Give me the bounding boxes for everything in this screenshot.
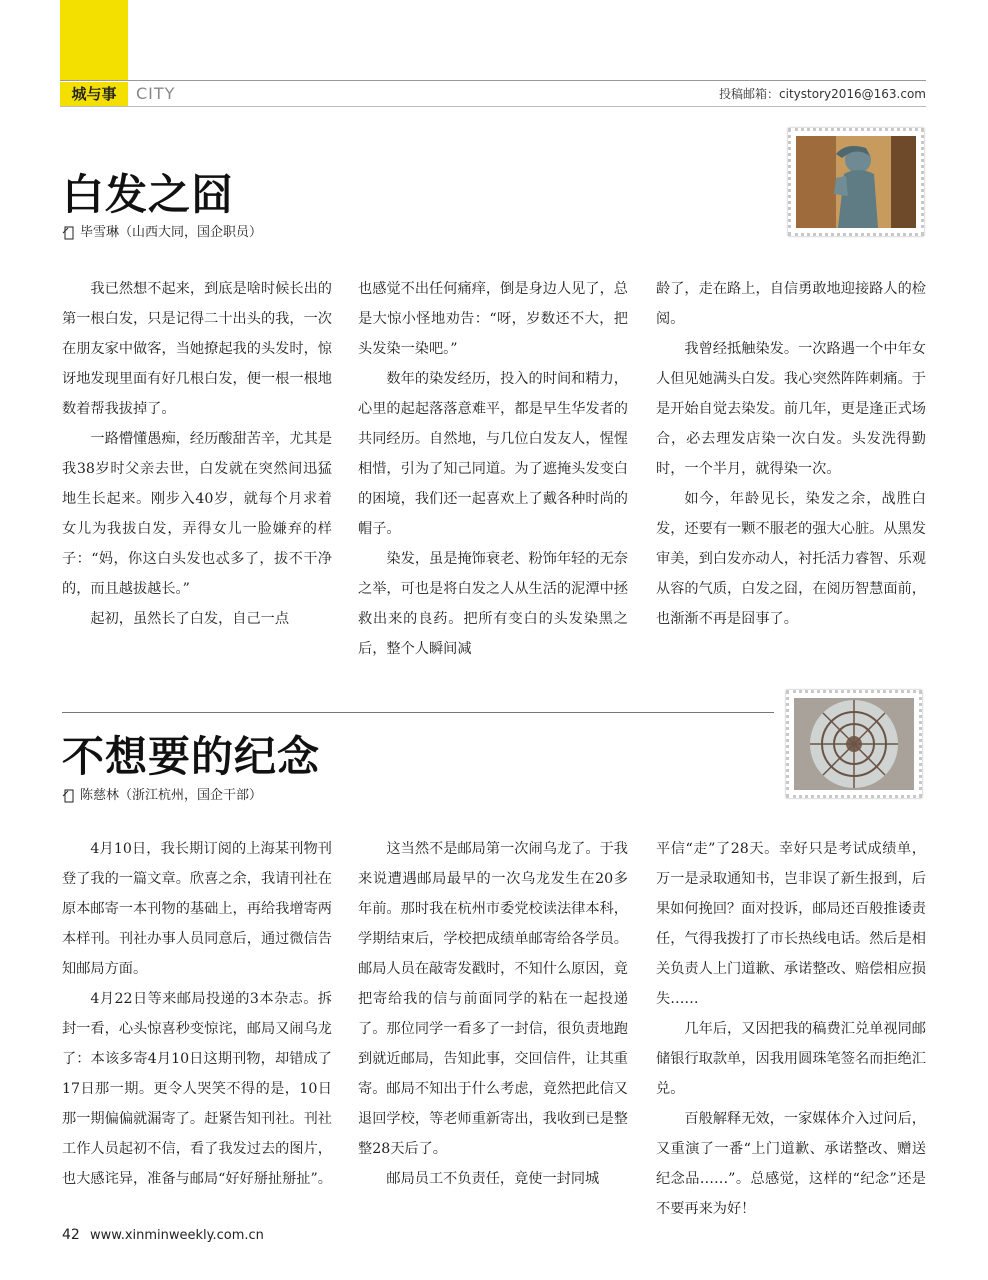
article-1-title: 白发之囧	[62, 170, 235, 219]
dome-stamp-photo	[786, 690, 922, 798]
paragraph: 龄了，走在路上，自信勇敢地迎接路人的检阅。	[656, 281, 926, 327]
paragraph: 我已然想不起来，到底是啥时候长出的第一根白发，只是记得二十出头的我，一次在朋友家中做客，当她撩起我的头发时，惊讶地发现里面有好几根白发，便一根一根地数着帮我拔掉了。	[62, 281, 332, 417]
paragraph: 如今，年龄见长，染发之余，战胜白发，还要有一颗不服老的强大心脏。从黑发审美，到白发亦动人，衬托活力睿智、乐观从容的气质，白发之囧，在阅历智慧面前，也渐渐不再是囧事了。	[656, 491, 926, 627]
pen-icon	[62, 789, 76, 803]
paragraph: 我曾经抵触染发。一次路遇一个中年女人但见她满头白发。我心突然阵阵刺痛。于是开始自觉去染发。前几年，更是逢正式场合，必去理发店染一次白发。头发洗得勤时，一个半月，就得染一次。	[656, 341, 926, 477]
page-number: 42	[62, 1227, 80, 1243]
statue-stamp-photo	[788, 128, 924, 236]
article-2-title: 不想要的纪念	[62, 732, 321, 781]
statue-icon	[796, 136, 916, 228]
article-1-column-1	[62, 274, 332, 634]
article-1-column-2	[358, 274, 628, 664]
article-2-column-1	[62, 834, 332, 1194]
paragraph: 几年后，又因把我的稿费汇兑单视同邮储银行取款单，因我用圆珠笔签名而拒绝汇兑。	[656, 1021, 926, 1097]
paragraph: 百般解释无效，一家媒体介入过问后，又重演了一番“上门道歉、承诺整改、赠送纪念品……”。总感觉，这样的“纪念”还是不要再来为好！	[656, 1111, 926, 1217]
article-1-column-3	[656, 274, 926, 634]
pen-icon	[62, 226, 76, 240]
article-2-column-2	[358, 834, 628, 1194]
byline-text: 陈慈林（浙江杭州，国企干部）	[80, 788, 263, 803]
contact-email: 投稿邮箱：citystory2016@163.com	[719, 87, 926, 101]
article-divider	[62, 712, 774, 713]
dome-icon	[794, 698, 914, 790]
section-tag: 城与事	[60, 82, 128, 106]
article-1-byline	[62, 224, 262, 242]
paragraph: 邮局员工不负责任，竟使一封同城	[386, 1171, 600, 1187]
paragraph: 也感觉不出任何痛痒，倒是身边人见了，总是大惊小怪地劝告：“呀，岁数还不大，把头发染一染吧。”	[358, 281, 628, 357]
paragraph: 4月22日等来邮局投递的3本杂志。拆封一看，心头惊喜秒变惊诧，邮局又闹乌龙了：本该多寄4月10日这期刊物，却错成了17日那一期。更令人哭笑不得的是，10日那一期偏偏就漏寄了。赶紧告知刊社。刊社工作人员起初不信，看了我发过去的图片，也大感诧异，准备与邮局“好好掰扯掰扯”。	[62, 991, 332, 1187]
paragraph: 平信“走”了28天。幸好只是考试成绩单，万一是录取通知书，岂非误了新生报到，后果如何挽回？面对投诉，邮局还百般推诿责任，气得我拨打了市长热线电话。然后是相关负责人上门道歉、承诺整改、赔偿相应损失……	[656, 841, 926, 1007]
section-tag-english: CITY	[136, 84, 176, 103]
header-rule	[60, 80, 926, 81]
yellow-corner-block	[60, 0, 128, 80]
article-2-byline	[62, 787, 262, 805]
header-rule-bottom	[60, 106, 926, 107]
article-2-column-3	[656, 834, 926, 1224]
paragraph: 染发，虽是掩饰衰老、粉饰年轻的无奈之举，可也是将白发之人从生活的泥潭中拯救出来的良药。把所有变白的头发染黑之后，整个人瞬间减	[358, 551, 628, 657]
paragraph: 一路懵懂愚痴，经历酸甜苦辛，尤其是我38岁时父亲去世，白发就在突然间迅猛地生长起来。刚步入40岁，就每个月求着女儿为我拔白发，弄得女儿一脸嫌弃的样子：“妈，你这白头发也忒多了，拔不干净的，而且越拔越长。”	[62, 431, 332, 597]
paragraph: 4月10日，我长期订阅的上海某刊物刊登了我的一篇文章。欣喜之余，我请刊社在原本邮寄一本刊物的基础上，再给我增寄两本样刊。刊社办事人员同意后，通过微信告知邮局方面。	[62, 841, 332, 977]
byline-text: 毕雪琳（山西大同，国企职员）	[80, 225, 263, 240]
paragraph: 数年的染发经历，投入的时间和精力，心里的起起落落意难平，都是早生华发者的共同经历。自然地，与几位白发友人，惺惺相惜，引为了知己同道。为了遮掩头发变白的困境，我们还一起喜欢上了戴各种时尚的帽子。	[358, 371, 628, 537]
paragraph: 这当然不是邮局第一次闹乌龙了。于我来说遭遇邮局最早的一次乌龙发生在20多年前。那时我在杭州市委党校读法律本科，学期结束后，学校把成绩单邮寄给各学员。邮局人员在敲寄发戳时，不知什么原因，竟把寄给我的信与前面同学的粘在一起投递了。那位同学一看多了一封信，很负责地跑到就近邮局，告知此事，交回信件，让其重寄。邮局不知出于什么考虑，竟然把此信又退回学校，等老师重新寄出，我收到已是整整28天后了。	[358, 841, 628, 1157]
paragraph: 起初，虽然长了白发，自己一点	[90, 611, 290, 627]
footer-url[interactable]: www.xinminweekly.com.cn	[90, 1228, 264, 1243]
